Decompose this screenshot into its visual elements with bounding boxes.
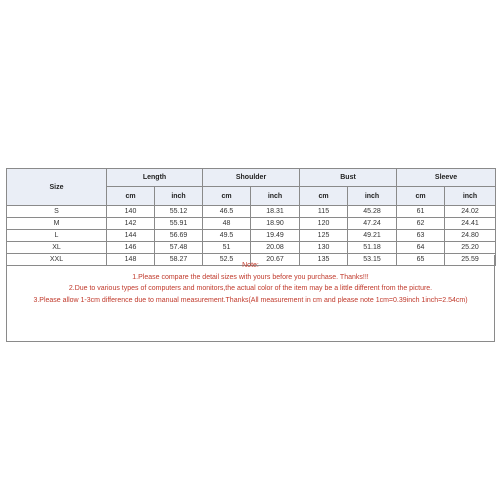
length-cm-cell: 142 xyxy=(107,218,155,230)
shoulder-inch-cell: 19.49 xyxy=(251,230,300,242)
bust-inch-cell: 47.24 xyxy=(348,218,397,230)
length-inch-cell: 55.12 xyxy=(155,206,203,218)
note-heading: Note: xyxy=(242,262,259,269)
sleeve-inch-cell: 25.20 xyxy=(445,242,496,254)
bust-cm-cell: 115 xyxy=(300,206,348,218)
size-chart-table xyxy=(6,168,496,266)
length-header: Length xyxy=(107,169,203,187)
bust-inch-cell: 45.28 xyxy=(348,206,397,218)
length-cm-cell: 148 xyxy=(107,254,155,266)
bust-cm-cell: 120 xyxy=(300,218,348,230)
length-inch-cell: 58.27 xyxy=(155,254,203,266)
size-cell: L xyxy=(7,230,107,242)
unit-inch-header: inch xyxy=(445,187,496,206)
length-cm-cell: 144 xyxy=(107,230,155,242)
shoulder-cm-cell: 49.5 xyxy=(203,230,251,242)
length-inch-cell: 57.48 xyxy=(155,242,203,254)
unit-inch-header: inch xyxy=(251,187,300,206)
note-line-2: 2.Due to various types of computers and monitors,the actual color of the item may be a little different from the picture. xyxy=(68,285,433,292)
sleeve-cm-cell: 64 xyxy=(397,242,445,254)
shoulder-header: Shoulder xyxy=(203,169,300,187)
bust-cm-cell: 135 xyxy=(300,254,348,266)
header-row-groups xyxy=(7,169,496,187)
size-cell: S xyxy=(7,206,107,218)
unit-cm-header: cm xyxy=(203,187,251,206)
sleeve-inch-cell: 24.02 xyxy=(445,206,496,218)
unit-cm-header: cm xyxy=(107,187,155,206)
shoulder-inch-cell: 18.31 xyxy=(251,206,300,218)
length-inch-cell: 56.69 xyxy=(155,230,203,242)
length-inch-cell: 55.91 xyxy=(155,218,203,230)
sleeve-inch-cell: 24.80 xyxy=(445,230,496,242)
unit-cm-header: cm xyxy=(300,187,348,206)
bust-header: Bust xyxy=(300,169,397,187)
bust-cm-cell: 130 xyxy=(300,242,348,254)
notes-section xyxy=(6,255,495,342)
sleeve-cm-cell: 61 xyxy=(397,206,445,218)
shoulder-inch-cell: 18.90 xyxy=(251,218,300,230)
bust-cm-cell: 125 xyxy=(300,230,348,242)
shoulder-cm-cell: 46.5 xyxy=(203,206,251,218)
unit-cm-header: cm xyxy=(397,187,445,206)
shoulder-inch-cell: 20.08 xyxy=(251,242,300,254)
sleeve-inch-cell: 25.59 xyxy=(445,254,496,266)
table-row xyxy=(7,206,496,218)
sleeve-header: Sleeve xyxy=(397,169,496,187)
unit-inch-header: inch xyxy=(155,187,203,206)
table-row xyxy=(7,218,496,230)
length-cm-cell: 140 xyxy=(107,206,155,218)
unit-inch-header: inch xyxy=(348,187,397,206)
note-line-3: 3.Please allow 1-3cm difference due to manual measurement.Thanks(All measurement in cm and please note 1cm=0.39inch 1inch=2.54cm) xyxy=(33,296,468,304)
sleeve-cm-cell: 63 xyxy=(397,230,445,242)
sleeve-cm-cell: 65 xyxy=(397,254,445,266)
table-row xyxy=(7,230,496,242)
size-cell: XL xyxy=(7,242,107,254)
length-cm-cell: 146 xyxy=(107,242,155,254)
shoulder-cm-cell: 52.5 xyxy=(203,254,251,266)
size-header: Size xyxy=(7,169,107,206)
size-cell: XXL xyxy=(7,254,107,266)
shoulder-cm-cell: 48 xyxy=(203,218,251,230)
shoulder-cm-cell: 51 xyxy=(203,242,251,254)
shoulder-inch-cell: 20.67 xyxy=(251,254,300,266)
bust-inch-cell: 51.18 xyxy=(348,242,397,254)
bust-inch-cell: 49.21 xyxy=(348,230,397,242)
note-line-1: 1.Please compare the detail sizes with yours before you purchase. Thanks!!! xyxy=(132,273,369,281)
size-cell: M xyxy=(7,218,107,230)
sleeve-cm-cell: 62 xyxy=(397,218,445,230)
sleeve-inch-cell: 24.41 xyxy=(445,218,496,230)
bust-inch-cell: 53.15 xyxy=(348,254,397,266)
table-row xyxy=(7,242,496,254)
